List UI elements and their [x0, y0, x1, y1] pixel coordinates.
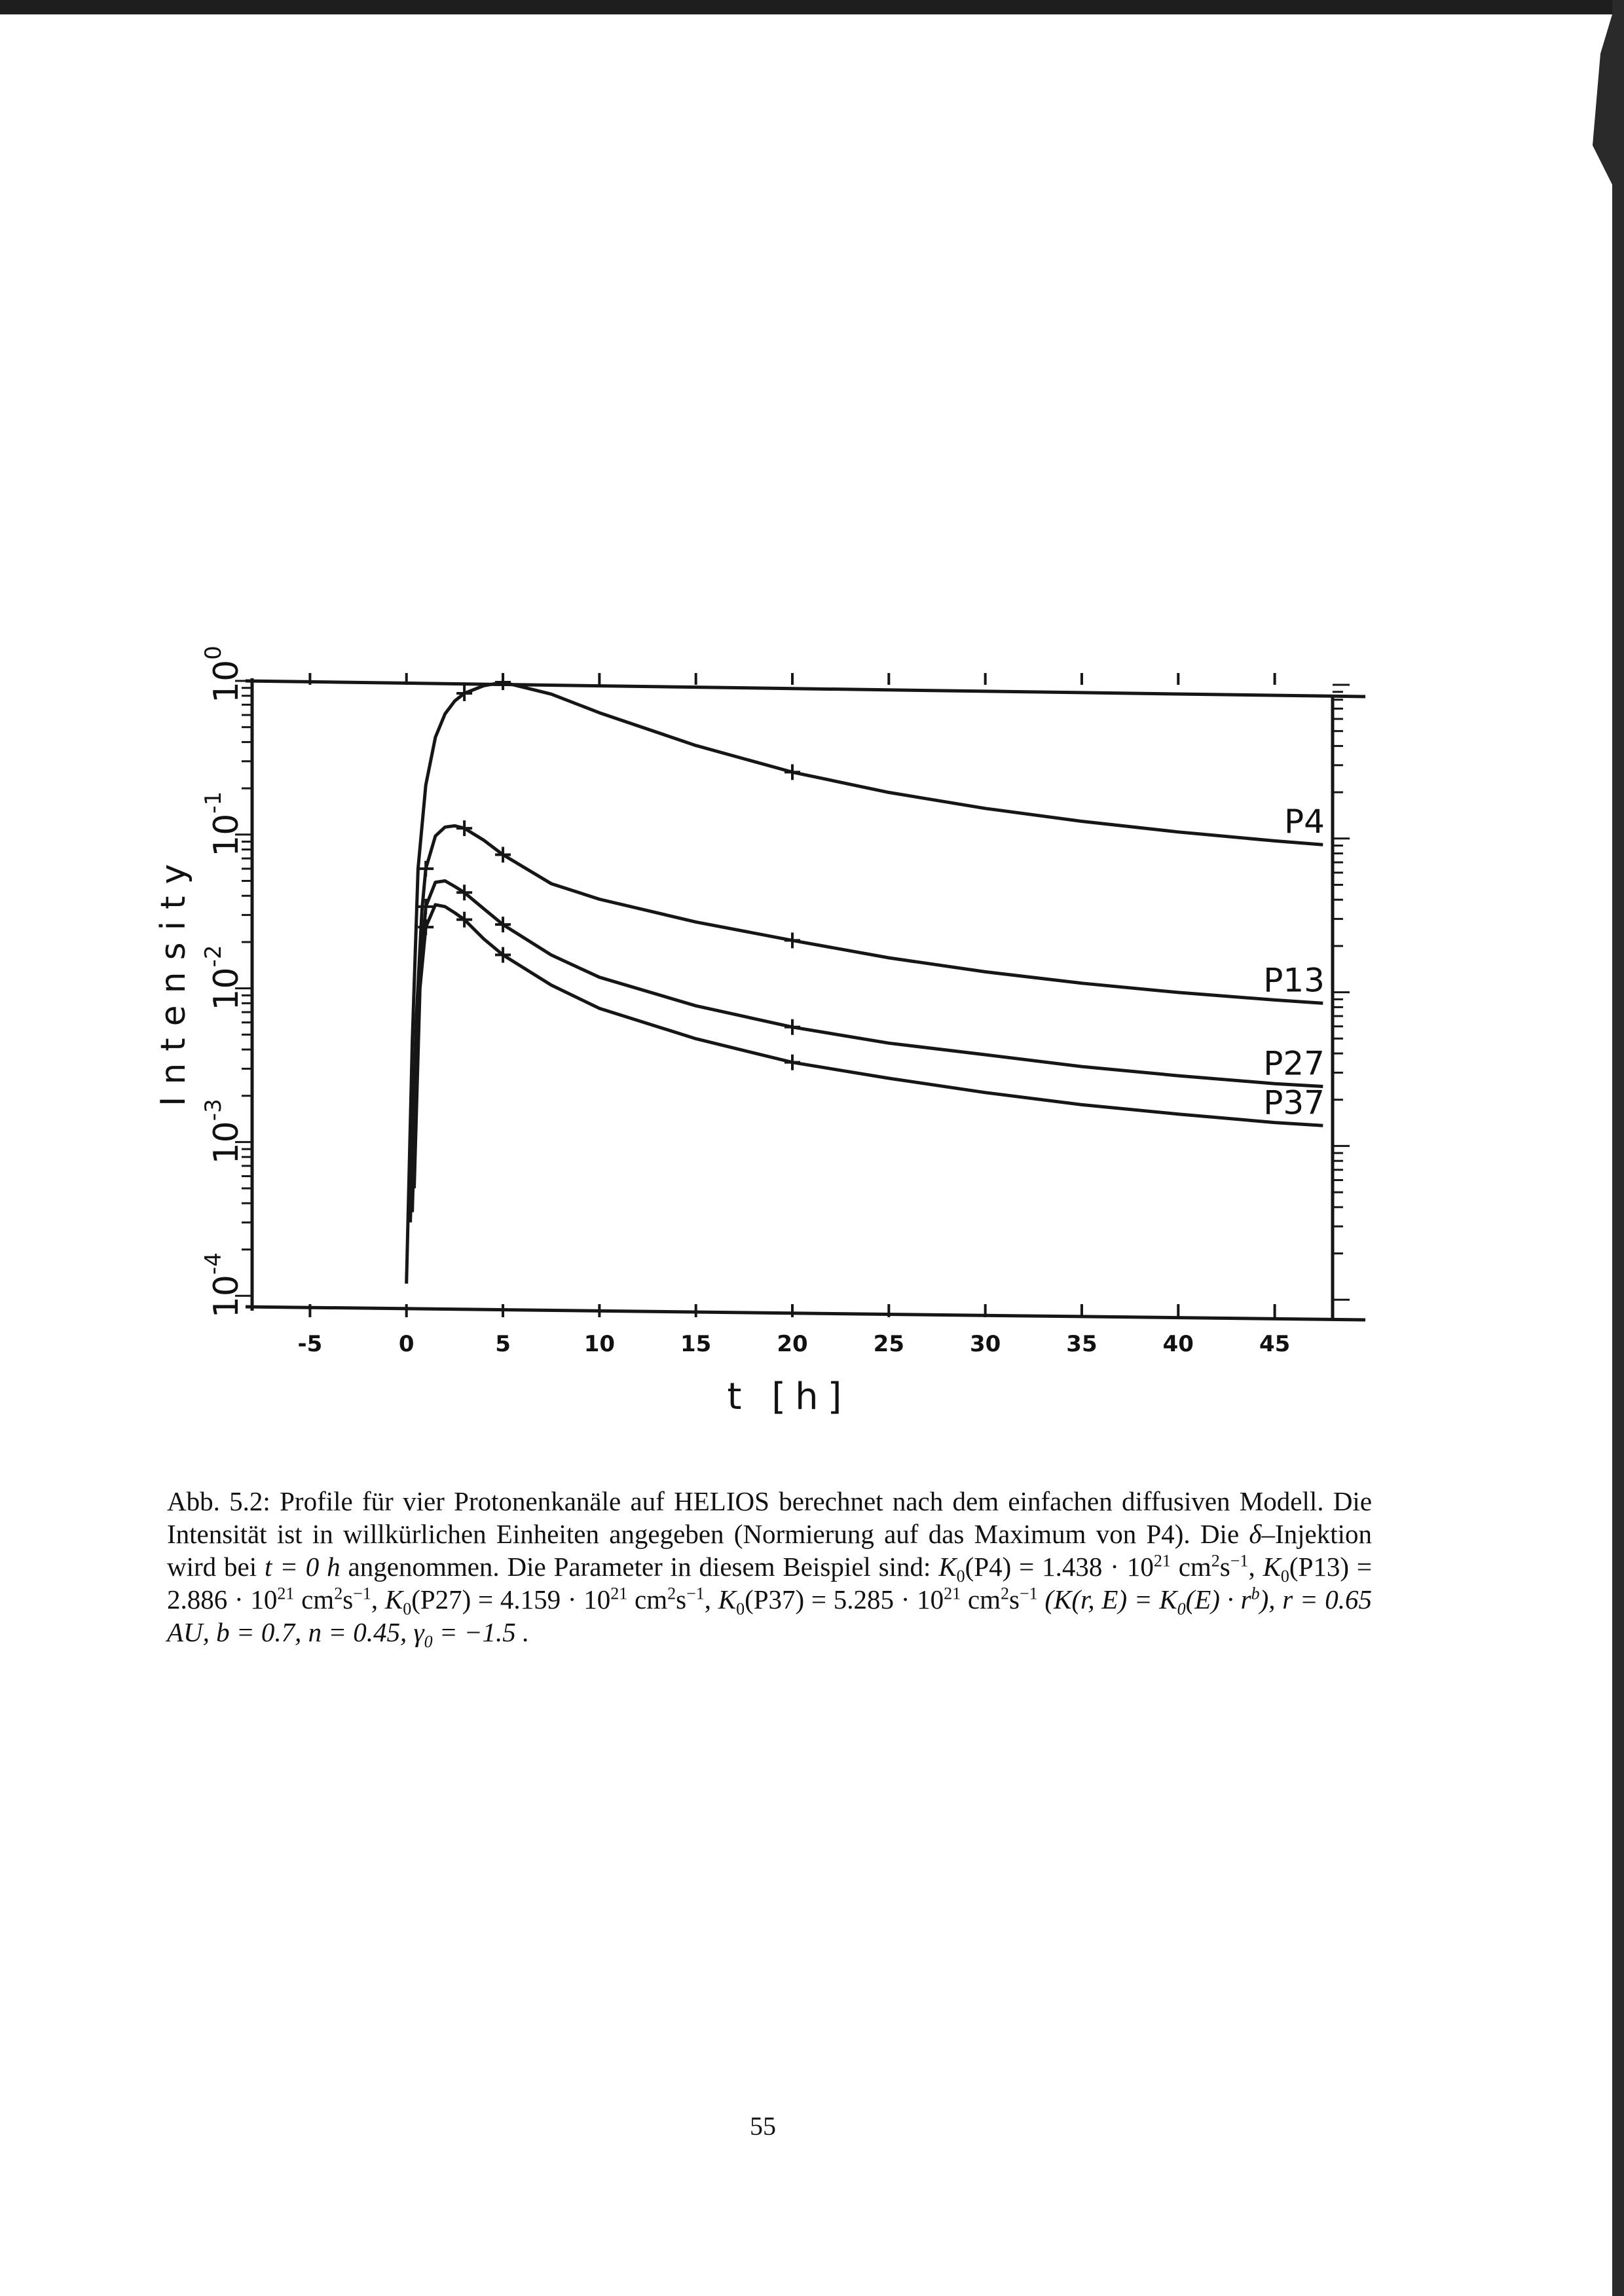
y-tick-label — [200, 646, 246, 703]
page-number: 55 — [750, 2111, 776, 2141]
x-tick-label: 0 — [398, 1331, 415, 1357]
y-tick-label-text — [200, 646, 246, 703]
x-tick-label: 30 — [969, 1331, 1001, 1357]
y-tick-label-base: 10 — [207, 1275, 246, 1319]
x-tick-label: 45 — [1259, 1331, 1291, 1357]
param-p27: $K_0(P27) = 4.159 \cdot 10^{21}$ $cm^2s^{-1}$, — [384, 1584, 718, 1619]
y-tick-label-exp: -1 — [200, 791, 227, 814]
param-p4: $K_0(P4) = 1.438 \cdot 10^{21}$ $cm^2s^{-1}$, — [938, 1551, 1263, 1586]
caption-t-eq: t = 0 h — [265, 1552, 341, 1582]
series-P13-line — [411, 826, 1323, 1222]
series-label-P37: P37 — [1263, 1084, 1325, 1122]
param-p37: $K_0(P37) = 5.285 \cdot 10^{21}$ $cm^2s^{-1}$ — [718, 1584, 1038, 1619]
series-P4-line — [407, 682, 1323, 1284]
series-labels — [1263, 803, 1325, 1121]
y-tick-label-text — [200, 945, 246, 1011]
y-tick-label — [200, 945, 246, 1011]
series-P27-line — [413, 881, 1323, 1212]
x-tick-label: 35 — [1066, 1331, 1098, 1357]
y-tick-label-text — [200, 1099, 246, 1164]
caption-text-1: Profile für vier Protonenkanäle auf HELIOS berechnet nach dem einfachen diffusiven Modell. Die Intensität ist in willkürlichen Einheiten angegeben (Normierung auf das Maximum von P4). Die — [167, 1486, 1373, 1549]
y-tick-label-base: 10 — [207, 967, 246, 1011]
caption-text-3: angenommen. Die Parameter in diesem Beispiel sind: — [340, 1552, 939, 1582]
y-tick-label — [200, 792, 246, 857]
x-tick-label: -5 — [297, 1331, 323, 1357]
x-tick-label: 5 — [495, 1331, 511, 1357]
y-axis-label: Intensity — [154, 852, 193, 1106]
series-P37-line — [415, 905, 1323, 1188]
x-tick-label: 20 — [777, 1331, 808, 1357]
y-tick-label — [200, 1099, 246, 1164]
y-tick-label-exp: -2 — [200, 945, 227, 968]
series-label-P27: P27 — [1263, 1044, 1325, 1083]
x-tick-label: 40 — [1162, 1331, 1194, 1357]
series-label-P4: P4 — [1284, 803, 1325, 841]
x-tick-label: 10 — [583, 1331, 616, 1357]
y-tick-label-exp: -4 — [200, 1252, 227, 1275]
y-axis-ticks — [200, 646, 1350, 1318]
curves — [407, 682, 1323, 1284]
y-tick-label-base: 10 — [207, 1121, 246, 1165]
y-tick-label-text — [200, 792, 246, 857]
y-tick-label — [200, 1252, 246, 1318]
param-p13: $K_0(P13) = 2.886 \cdot 10^{21}$ $cm^2s^{-1}$, — [167, 1552, 1373, 1614]
y-tick-label-text — [200, 1252, 246, 1318]
y-tick-label-exp: 0 — [200, 646, 227, 660]
series-label-P13: P13 — [1263, 961, 1325, 1000]
plot-bottom-border — [246, 1307, 1365, 1320]
y-tick-label-base: 10 — [207, 813, 246, 857]
y-tick-label-exp: -3 — [200, 1099, 227, 1121]
y-tick-label-base: 10 — [207, 659, 246, 703]
x-tick-label: 25 — [873, 1331, 904, 1357]
x-axis-label: t [h] — [727, 1376, 851, 1418]
x-tick-label: 15 — [680, 1331, 712, 1357]
x-axis-ticks — [298, 673, 1291, 1357]
caption-label: Abb. 5.2: — [167, 1486, 270, 1516]
figure-caption — [167, 1485, 1373, 1652]
caption-k-formula: (K(r, $E) = K_0(E) \cdot r^b$), r = 0.65 AU, b = 0.7, n = 0.45, $\gamma_0 = -1.5$ . — [167, 1584, 1373, 1652]
caption-delta: δ — [1249, 1519, 1262, 1549]
plot-top-border — [246, 681, 1365, 697]
caption-text-2: –Injektion wird bei — [167, 1519, 1372, 1582]
